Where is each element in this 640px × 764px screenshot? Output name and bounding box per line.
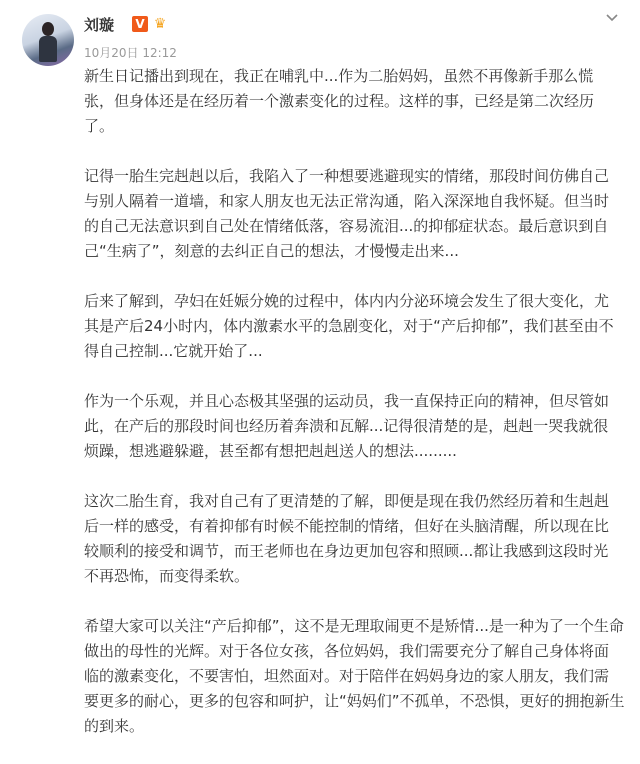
post-timestamp[interactable]: 10月20日 12:12 <box>84 46 177 60</box>
crown-icon: ♛ <box>153 16 167 32</box>
post-text-line: 不再恐怖，而变得柔软。 <box>84 567 250 585</box>
post-body <box>84 64 624 764</box>
post-text-line: 临的激素变化，不要害怕，坦然面对。对于陪伴在妈妈身边的家人朋友，我们需 <box>84 667 610 685</box>
post-text-line: 记得一胎生完赳赳以后，我陷入了一种想要逃避现实的情绪，那段时间仿佛自己 <box>84 167 610 185</box>
post-text-line: 与别人隔着一道墙，和家人朋友也无法正常沟通，陷入深深地自我怀疑。但当时 <box>84 192 610 210</box>
post-text-line: 其是产后24小时内，体内激素水平的急剧变化，对于“产后抑郁”，我们甚至由不 <box>84 317 614 335</box>
author-name[interactable]: 刘璇 <box>84 16 115 34</box>
post-text-line: 的到来。 <box>84 717 145 735</box>
post-text-line: 烦躁，想逃避躲避，甚至都有想把赳赳送人的想法......... <box>84 442 457 460</box>
post-text-line: 较顺利的接受和调节，而王老师也在身边更加包容和照顾...都让我感到这段时光 <box>84 542 609 560</box>
post-paragraph <box>84 289 624 364</box>
post-text-line: 了。 <box>84 117 115 135</box>
post-text-line: 此，在产后的那段时间也经历着奔溃和瓦解...记得很清楚的是，赳赳一哭我就很 <box>84 417 609 435</box>
post-paragraph <box>84 614 624 739</box>
post-text-line: 希望大家可以关注“产后抑郁”，这不是无理取闹更不是矫情...是一种为了一个生命 <box>84 617 624 635</box>
post-text-line: 后一样的感受，有着抑郁有时候不能控制的情绪，但好在头脑清醒，所以现在比 <box>84 517 610 535</box>
post-text-line: 己“生病了”，刻意的去纠正自己的想法，才慢慢走出来... <box>84 242 459 260</box>
author-avatar[interactable] <box>22 14 74 66</box>
post-text-line: 要更多的耐心，更多的包容和呵护，让“妈妈们”不孤单，不恐惧，更好的拥抱新生 <box>84 692 625 710</box>
post-text-line: 张，但身体还是在经历着一个激素变化的过程。这样的事，已经是第二次经历 <box>84 92 595 110</box>
post-paragraph <box>84 389 624 464</box>
post-text-line: 的自己无法意识到自己处在情绪低落，容易流泪...的抑郁症状态。最后意识到自 <box>84 217 609 235</box>
post-text-line: 新生日记播出到现在，我正在哺乳中...作为二胎妈妈，虽然不再像新手那么慌 <box>84 67 594 85</box>
post-text-line: 后来了解到，孕妇在妊娠分娩的过程中，体内内分泌环境会发生了很大变化，尤 <box>84 292 610 310</box>
post-text-line: 做出的母性的光辉。对于各位女孩，各位妈妈，我们需要充分了解自己身体将面 <box>84 642 610 660</box>
avatar-body <box>39 36 57 62</box>
post-paragraph <box>84 489 624 589</box>
post-paragraph <box>84 164 624 264</box>
post-text-line: 得自己控制...它就开始了... <box>84 342 263 360</box>
verified-icon: V <box>132 16 148 32</box>
avatar-head <box>42 22 54 36</box>
post-paragraph <box>84 64 624 139</box>
post-text-line: 作为一个乐观，并且心态极其坚强的运动员，我一直保持正向的精神，但尽管如 <box>84 392 610 410</box>
post-text-line: 这次二胎生育，我对自己有了更清楚的了解，即便是现在我仍然经历着和生赳赳 <box>84 492 610 510</box>
chevron-down-icon[interactable] <box>604 10 620 24</box>
